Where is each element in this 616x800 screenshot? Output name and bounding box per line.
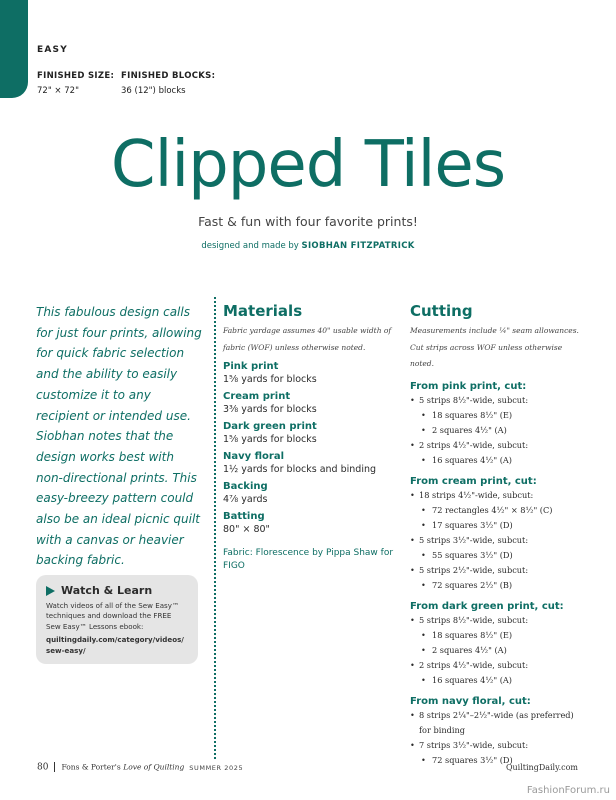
- cutting-subcut-list: [410, 408, 582, 438]
- material-desc: 1⅝ yards for blocks: [223, 374, 317, 385]
- cutting-subcut-list: [410, 503, 582, 533]
- material-item: [223, 361, 398, 386]
- cutting-strip-line: • 2 strips 4½"-wide, subcut:: [410, 658, 582, 673]
- fabric-credit: Fabric: Florescence by Pippa Shaw for FIGO: [223, 548, 394, 571]
- material-desc: 1½ yards for blocks and binding: [223, 464, 377, 475]
- watch-learn-description: Watch videos of all of the Sew Easy™ techniques and download the FREE Sew Easy™ Lessons ebook:: [46, 601, 180, 631]
- watermark: FashionForum.ru: [526, 785, 610, 796]
- watch-learn-title: Watch & Learn: [61, 584, 153, 597]
- material-item: [223, 511, 398, 536]
- finished-size: [37, 71, 114, 96]
- materials-heading: Materials: [223, 302, 303, 320]
- cutting-subcut-list: [410, 578, 582, 593]
- issue: SUMMER 2025: [189, 763, 244, 772]
- cutting-bullets: [410, 613, 582, 688]
- page-subtitle: Fast & fun with four favorite prints!: [198, 214, 418, 229]
- cutting-subcut-line: • 17 squares 3½" (D): [421, 518, 582, 533]
- finished-size-label: FINISHED SIZE:: [37, 71, 115, 81]
- cutting-list: [410, 380, 582, 768]
- cutting-section-head: From dark green print, cut:: [410, 600, 564, 612]
- finished-blocks-label: FINISHED BLOCKS:: [121, 71, 216, 81]
- material-desc: 4⅞ yards: [223, 494, 268, 505]
- materials-note: Fabric yardage assumes 40" usable width of fabric (WOF) unless otherwise noted.: [223, 326, 392, 352]
- material-name: Navy floral: [223, 451, 285, 462]
- footer-separator: [54, 762, 55, 772]
- publisher: Fons & Porter's: [61, 762, 121, 772]
- cutting-section-head: From pink print, cut:: [410, 380, 527, 392]
- cutting-subcut-list: [410, 628, 582, 658]
- cutting-subcut-line: • 72 squares 2½" (B): [421, 578, 582, 593]
- material-name: Dark green print: [223, 421, 317, 432]
- cutting-section-head: From navy floral, cut:: [410, 695, 531, 707]
- intro-paragraph: This fabulous design calls for just four prints, allowing for quick fabric selection and the ability to easily customize it to any recipient or intended use. Siobhan notes that the design works best with non-directional prints. This easy-breezy pattern could also be an ideal picnic quilt with a canvas or heavier backing fabric.: [36, 305, 202, 568]
- material-desc: 1⅝ yards for blocks: [223, 434, 317, 445]
- cutting-bullets: [410, 393, 582, 468]
- cutting-subcut-line: • 16 squares 4½" (A): [421, 453, 582, 468]
- difficulty-level: EASY: [37, 45, 68, 55]
- cutting-bullets: [410, 708, 582, 768]
- byline: [0, 241, 616, 251]
- material-name: Batting: [223, 511, 265, 522]
- finished-blocks-value: 36 (12") blocks: [121, 86, 186, 96]
- cutting-section-head: From cream print, cut:: [410, 475, 537, 487]
- materials-column: [223, 302, 398, 572]
- materials-list: [223, 361, 398, 536]
- watch-learn-box: [36, 575, 198, 664]
- watch-learn-title-row: [46, 584, 188, 597]
- cutting-subcut-line: • 18 squares 8½" (E): [421, 628, 582, 643]
- watch-learn-link[interactable]: quiltingdaily.com/category/videos/sew-easy/: [46, 635, 184, 655]
- cutting-heading: Cutting: [410, 302, 473, 320]
- cutting-strip-line: • 8 strips 2¼"–2½"-wide (as preferred) for binding: [410, 708, 582, 738]
- cutting-subcut-line: • 2 squares 4½" (A): [421, 423, 582, 438]
- cutting-subcut-list: [410, 548, 582, 563]
- cutting-subcut-line: • 72 rectangles 4½" × 8½" (C): [421, 503, 582, 518]
- footer-publication: [37, 762, 243, 773]
- designer-name: SIOBHAN FITZPATRICK: [301, 241, 415, 251]
- footer-site: QuiltingDaily.com: [505, 763, 578, 772]
- cutting-strip-line: • 2 strips 4½"-wide, subcut:: [410, 438, 582, 453]
- cutting-strip-line: • 5 strips 3½"-wide, subcut:: [410, 533, 582, 548]
- cutting-column: [410, 302, 582, 768]
- cutting-strip-line: • 7 strips 3½"-wide, subcut:: [410, 738, 582, 753]
- byline-prefix: designed and made by: [201, 241, 299, 251]
- cutting-subcut-list: [410, 453, 582, 468]
- cutting-strip-line: • 18 strips 4½"-wide, subcut:: [410, 488, 582, 503]
- cutting-subcut-line: • 72 squares 3½" (D): [421, 753, 582, 768]
- page-title: Clipped Tiles: [110, 128, 506, 202]
- material-item: [223, 391, 398, 416]
- material-name: Backing: [223, 481, 268, 492]
- material-item: [223, 481, 398, 506]
- finished-blocks: [121, 71, 215, 96]
- cutting-strip-line: • 5 strips 8½"-wide, subcut:: [410, 613, 582, 628]
- cutting-strip-line: • 5 strips 2½"-wide, subcut:: [410, 563, 582, 578]
- cutting-strip-line: • 5 strips 8½"-wide, subcut:: [410, 393, 582, 408]
- play-icon: [46, 586, 55, 596]
- cutting-subcut-line: • 55 squares 3½" (D): [421, 548, 582, 563]
- cutting-note: Measurements include ¼" seam allowances. Cut strips across WOF unless otherwise noted.: [410, 326, 579, 368]
- cutting-bullets: [410, 488, 582, 593]
- material-name: Cream print: [223, 391, 291, 402]
- material-item: [223, 451, 398, 476]
- material-desc: 3⅜ yards for blocks: [223, 404, 317, 415]
- material-name: Pink print: [223, 361, 279, 372]
- material-item: [223, 421, 398, 446]
- page-number: 80: [37, 762, 49, 773]
- magazine-name: Love of Quilting: [123, 762, 185, 772]
- edge-tab: [0, 0, 28, 98]
- material-desc: 80" × 80": [223, 524, 270, 535]
- cutting-subcut-line: • 16 squares 4½" (A): [421, 673, 582, 688]
- column-divider: [214, 297, 216, 759]
- finished-size-value: 72" × 72": [37, 86, 79, 96]
- cutting-subcut-line: • 2 squares 4½" (A): [421, 643, 582, 658]
- cutting-subcut-line: • 18 squares 8½" (E): [421, 408, 582, 423]
- cutting-subcut-list: [410, 673, 582, 688]
